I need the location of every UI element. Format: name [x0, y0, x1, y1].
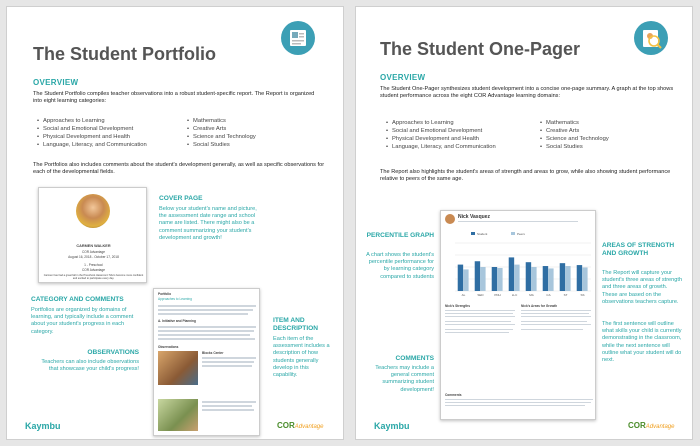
text-line [202, 365, 252, 367]
obs-label: Observations [158, 345, 179, 349]
text-line [445, 310, 515, 311]
category-item: • Language, Literacy, and Communication [37, 141, 177, 149]
comments-text: Teachers may include a general comment summarizing student development! [375, 365, 434, 393]
bar-student-st [560, 263, 565, 291]
text-line [158, 330, 254, 332]
percentile-text: A chart shows the student's percentile performance for by learning category compared to students [366, 252, 434, 280]
advantage-logo-text: Advantage [645, 424, 675, 430]
cover-page-text: Below your student's name and picture, the assessment date range and school name are listed. There might also be a comment summarizing your student's development and growth! [159, 206, 257, 241]
bar-peers-ss [582, 267, 587, 291]
text-line [202, 357, 256, 359]
bar-peers-sed [480, 267, 485, 291]
comments-heading: COMMENTS [395, 355, 434, 362]
one-pager-card [440, 210, 596, 420]
card-section: Approaches to Learning [158, 297, 192, 301]
text-line [445, 324, 515, 325]
category-list-left [37, 117, 177, 149]
page-title: The Student One-Pager [380, 39, 581, 59]
bar-student-llc [509, 257, 514, 291]
card-title: Portfolio [158, 292, 172, 296]
text-line [445, 313, 513, 314]
obs-title: Blocks Center [202, 351, 224, 355]
category-list-right [540, 119, 660, 151]
category-item: • Science and Technology [540, 135, 660, 143]
category-item: • Social and Emotional Development [386, 127, 526, 135]
category-list-left [386, 119, 526, 151]
tick-label: AL [461, 293, 466, 297]
page-title: The Student Portfolio [33, 44, 216, 64]
category-item: • Creative Arts [540, 127, 660, 135]
tick-label: SED [477, 293, 484, 297]
category-heading: CATEGORY AND COMMENTS [31, 296, 124, 303]
category-text: Portfolios are organized by domains of learning, and typically include a comment about your student's progress in each category. [31, 307, 134, 335]
tick-label: ST [563, 293, 568, 297]
text-line [521, 316, 591, 317]
portfolio-page [6, 6, 344, 440]
category-item: • Physical Development and Health [386, 135, 526, 143]
cover-page-heading: COVER PAGE [159, 195, 203, 202]
text-line [445, 399, 593, 400]
observation-photo-2 [158, 399, 198, 431]
legend-swatch [471, 232, 475, 235]
tick-label: CA [546, 293, 551, 297]
item-text: Each item of the assessment includes a description of how students generally develop in this capability. [273, 336, 330, 379]
text-line [521, 329, 583, 330]
text-line [521, 310, 591, 311]
observations-heading: OBSERVATIONS [87, 349, 139, 356]
advantage-logo-text: Advantage [294, 424, 324, 430]
program-name: COR Advantage [81, 250, 106, 254]
student-name: CARMEN WALKER [76, 244, 111, 248]
bar-peers-llc [514, 265, 519, 291]
student-avatar [445, 214, 455, 224]
cover-comment: Carmen has had a great fall in the Preschool classroom! She's become more confident and excited to participate every day. [43, 274, 144, 281]
text-line [158, 326, 256, 328]
strength-text-1: The Report will capture your student's three areas of strength and three areas of growth. These are based on the observations teachers capture. [602, 270, 683, 305]
category-item: • Creative Arts [187, 125, 307, 133]
bar-peers-pdh [497, 268, 502, 291]
strength-heading: AREAS OF STRENGTH AND GROWTH [602, 242, 675, 257]
text-line [158, 338, 255, 340]
text-line [521, 324, 591, 325]
cor-advantage-logo [277, 421, 323, 430]
bar-student-al [458, 265, 463, 291]
tick-label: SS [580, 293, 585, 297]
text-line [445, 405, 585, 406]
bar-student-ca [543, 266, 548, 291]
text-line [202, 405, 252, 407]
intro-text: The Student One-Pager synthesizes student development into a concise one-page summary. A graph at the top shows student performance across the eight COR Advantage learning domains: [380, 86, 674, 100]
text-line [445, 332, 509, 333]
category-item: • Language, Literacy, and Communication [386, 143, 526, 151]
cor-logo-text: COR [628, 421, 646, 430]
tick-label: PDH [494, 293, 501, 297]
closing-text: The Report also highlights the student's areas of strength and areas to grow, while also showing student performance relative to peers of the same age. [380, 169, 671, 183]
tick-label: LLC [511, 293, 518, 297]
bar-peers-ca [548, 268, 553, 291]
text-line [458, 221, 578, 222]
kaymbu-logo: Kaymbu [374, 421, 410, 431]
grade-label: 1 - Preschool [84, 263, 103, 267]
bar-student-ma [526, 262, 531, 291]
text-line [202, 401, 256, 403]
cor-logo-text: COR [277, 421, 295, 430]
closing-text: The Portfolios also includes comments about the student's development generally, as well as specific observations for each of the developmental fields. [33, 162, 325, 176]
text-line [158, 313, 248, 315]
observation-photo [158, 351, 198, 385]
bar-peers-al [463, 269, 468, 291]
cor-advantage-logo [628, 421, 674, 430]
program-name-2: COR Advantage [81, 268, 106, 272]
observations-text: Teachers can also include observations that showcase your child's progress! [41, 359, 139, 373]
one-pager-page [355, 6, 693, 440]
category-list-right [187, 117, 307, 149]
student-photo [76, 194, 110, 228]
text-line [445, 329, 513, 330]
bar-peers-st [565, 266, 570, 291]
category-item: • Physical Development and Health [37, 133, 177, 141]
category-item: • Social Studies [540, 143, 660, 151]
cover-card [38, 187, 147, 283]
category-item: • Science and Technology [187, 133, 307, 141]
category-item: • Social Studies [187, 141, 307, 149]
text-line [202, 409, 254, 411]
growth-title: Nick's Areas for Growth [521, 304, 558, 308]
percentile-chart [441, 229, 597, 299]
percentile-heading: PERCENTILE GRAPH [366, 232, 434, 239]
category-item: • Approaches to Learning [37, 117, 177, 125]
category-item: • Mathematics [540, 119, 660, 127]
category-item: • Approaches to Learning [386, 119, 526, 127]
bar-peers-ma [531, 267, 536, 291]
text-line [445, 402, 591, 403]
overview-heading: OVERVIEW [33, 78, 79, 87]
text-line [158, 334, 250, 336]
bar-student-pdh [492, 267, 497, 291]
text-line [158, 309, 253, 311]
text-line [202, 361, 254, 363]
strength-text-2: The first sentence will outline what skills your child is currently demonstrating in the classroom, while the next sentence will outline what your student will do next. [602, 321, 682, 364]
text-line [445, 321, 511, 322]
strengths-title: Nick's Strengths [445, 304, 471, 308]
date-range: August 16, 2018 - October 17, 2018 [68, 255, 119, 259]
search-person-icon [634, 21, 668, 55]
kaymbu-logo: Kaymbu [25, 421, 61, 431]
category-item: • Social and Emotional Development [37, 125, 177, 133]
bar-student-ss [577, 265, 582, 291]
legend-swatch [511, 232, 515, 235]
bar-student-sed [475, 261, 480, 291]
legend-label: Student [477, 232, 488, 236]
tick-label: MA [529, 293, 534, 297]
item-heading: ITEM AND DESCRIPTION [273, 317, 319, 332]
text-line [158, 305, 256, 307]
card-item: A. Initiative and Planning [158, 319, 196, 323]
category-item: • Mathematics [187, 117, 307, 125]
text-line [521, 313, 589, 314]
text-line [521, 321, 587, 322]
intro-text: The Student Portfolio compiles teacher observations into a robust student-specific report. The Report is organized into eight learning categories: [33, 91, 315, 105]
legend-label: Peers [517, 232, 525, 236]
text-line [445, 316, 515, 317]
comments-title: Comments [445, 393, 462, 397]
portfolio-detail-card [153, 288, 260, 436]
student-name: Nick Vasquez [458, 214, 490, 220]
portfolio-icon [281, 21, 315, 55]
overview-heading: OVERVIEW [380, 73, 426, 82]
